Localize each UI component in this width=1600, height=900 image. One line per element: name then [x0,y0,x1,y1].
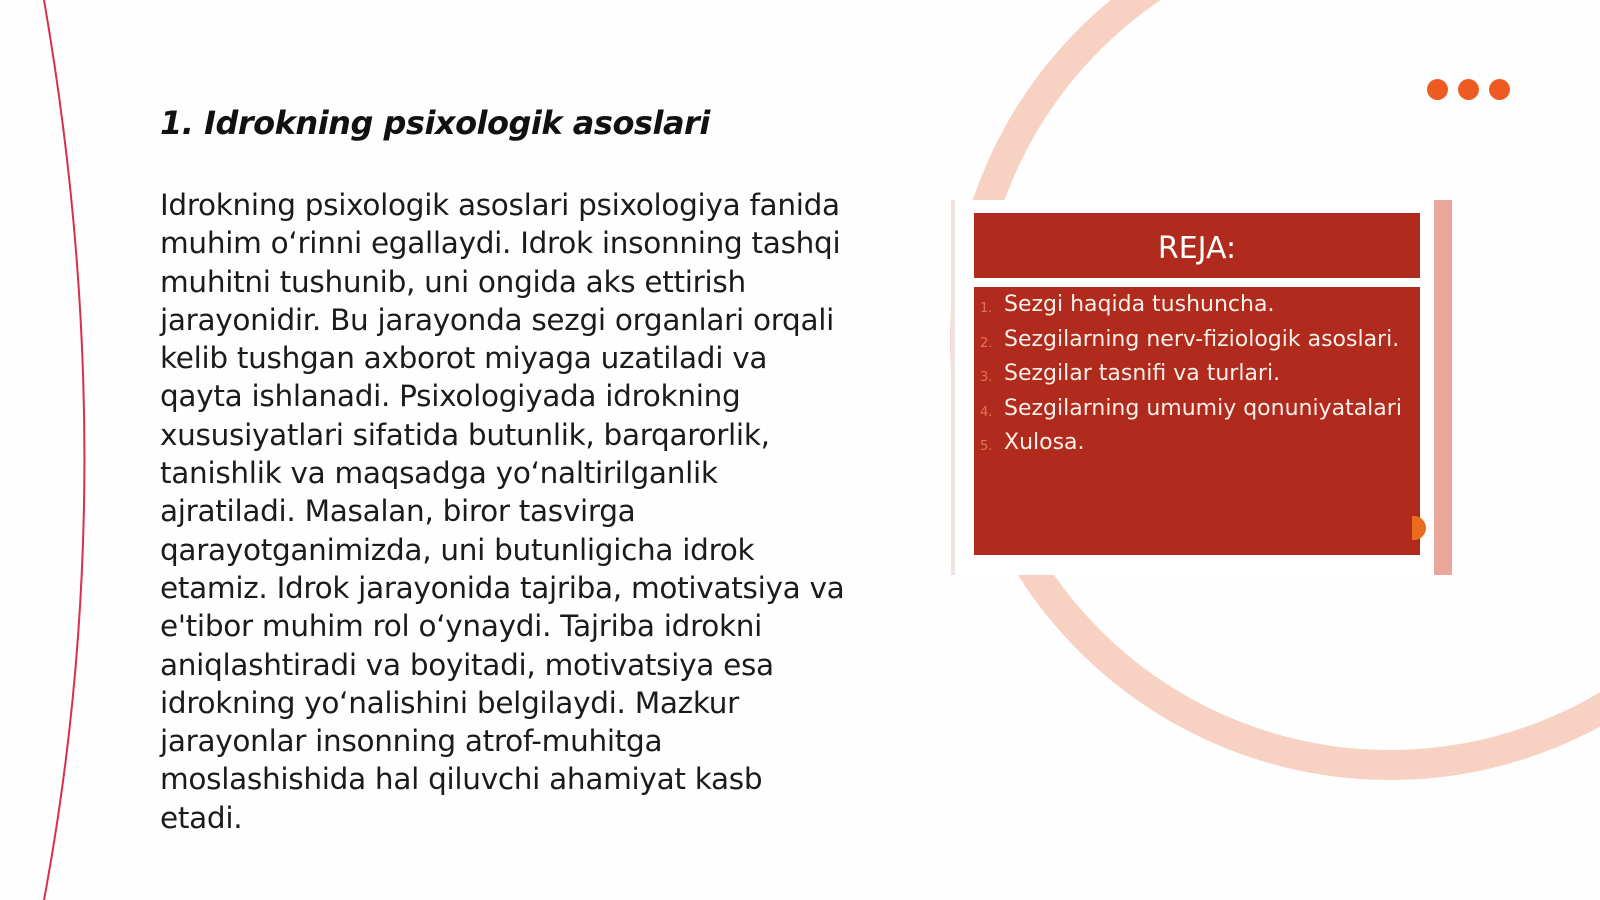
accent-dots [1427,79,1510,100]
reja-item [980,395,1408,424]
reja-item-number: 3. [980,370,993,385]
reja-item-text: Xulosa. [1004,430,1085,455]
reja-item [980,429,1408,458]
reja-item-number: 5. [980,439,993,454]
left-curve-line [44,0,85,900]
accent-dot [1427,79,1448,100]
slide-title: 1. Idrokning psixologik asoslari [160,104,710,142]
reja-item-number: 1. [980,301,993,316]
reja-item [980,291,1408,320]
reja-item-number: 2. [980,335,993,351]
reja-list-box [974,287,1420,555]
reja-item-text: Sezgi haqida tushuncha. [1004,292,1275,317]
reja-list [980,291,1408,458]
reja-title-box [974,213,1420,278]
reja-frame-right-bar [1434,200,1452,575]
reja-item-text: Sezgilar tasnifi va turlari. [1004,361,1281,386]
slide-body-text: Idrokning psixologik asoslari psixologiya fanida muhim o‘rinni egallaydi. Idrok insonning tashqi muhitni tushunib, uni ongida aks ettirish jarayonidir. Bu jarayonda sezgi organlari orqali kelib tushgan axborot miyaga uzatiladi va qayta ishlanadi. Psixologiyada idrokning xususiyatlari sifatida butunlik, barqarorlik, tanishlik va maqsadga yo‘naltirilganlik ajratiladi. Masalan, biror tasvirga qarayotganimizda, uni butunligicha idrok etamiz. Idrok jarayonida tajriba, motivatsiya va e'tibor muhim rol o‘ynaydi. Tajriba idrokni aniqlashtiradi va boyitadi, motivatsiya esa idrokning yo‘nalishini belgilaydi. Mazkur jarayonlar insonning atrof-muhitga moslashishida hal qiluvchi ahamiyat kasb etadi. [160,188,845,835]
reja-title: REJA: [1157,231,1237,266]
reja-item-text: Sezgilarning nerv-fiziologik asoslari. [1004,326,1400,352]
reja-item [980,326,1408,355]
reja-item-number: 4. [980,404,993,420]
accent-dot [1458,79,1479,100]
reja-item [980,360,1408,389]
reja-item-text: Sezgilarning umumiy qonuniyatalari [1004,395,1402,421]
accent-dot [1489,79,1510,100]
